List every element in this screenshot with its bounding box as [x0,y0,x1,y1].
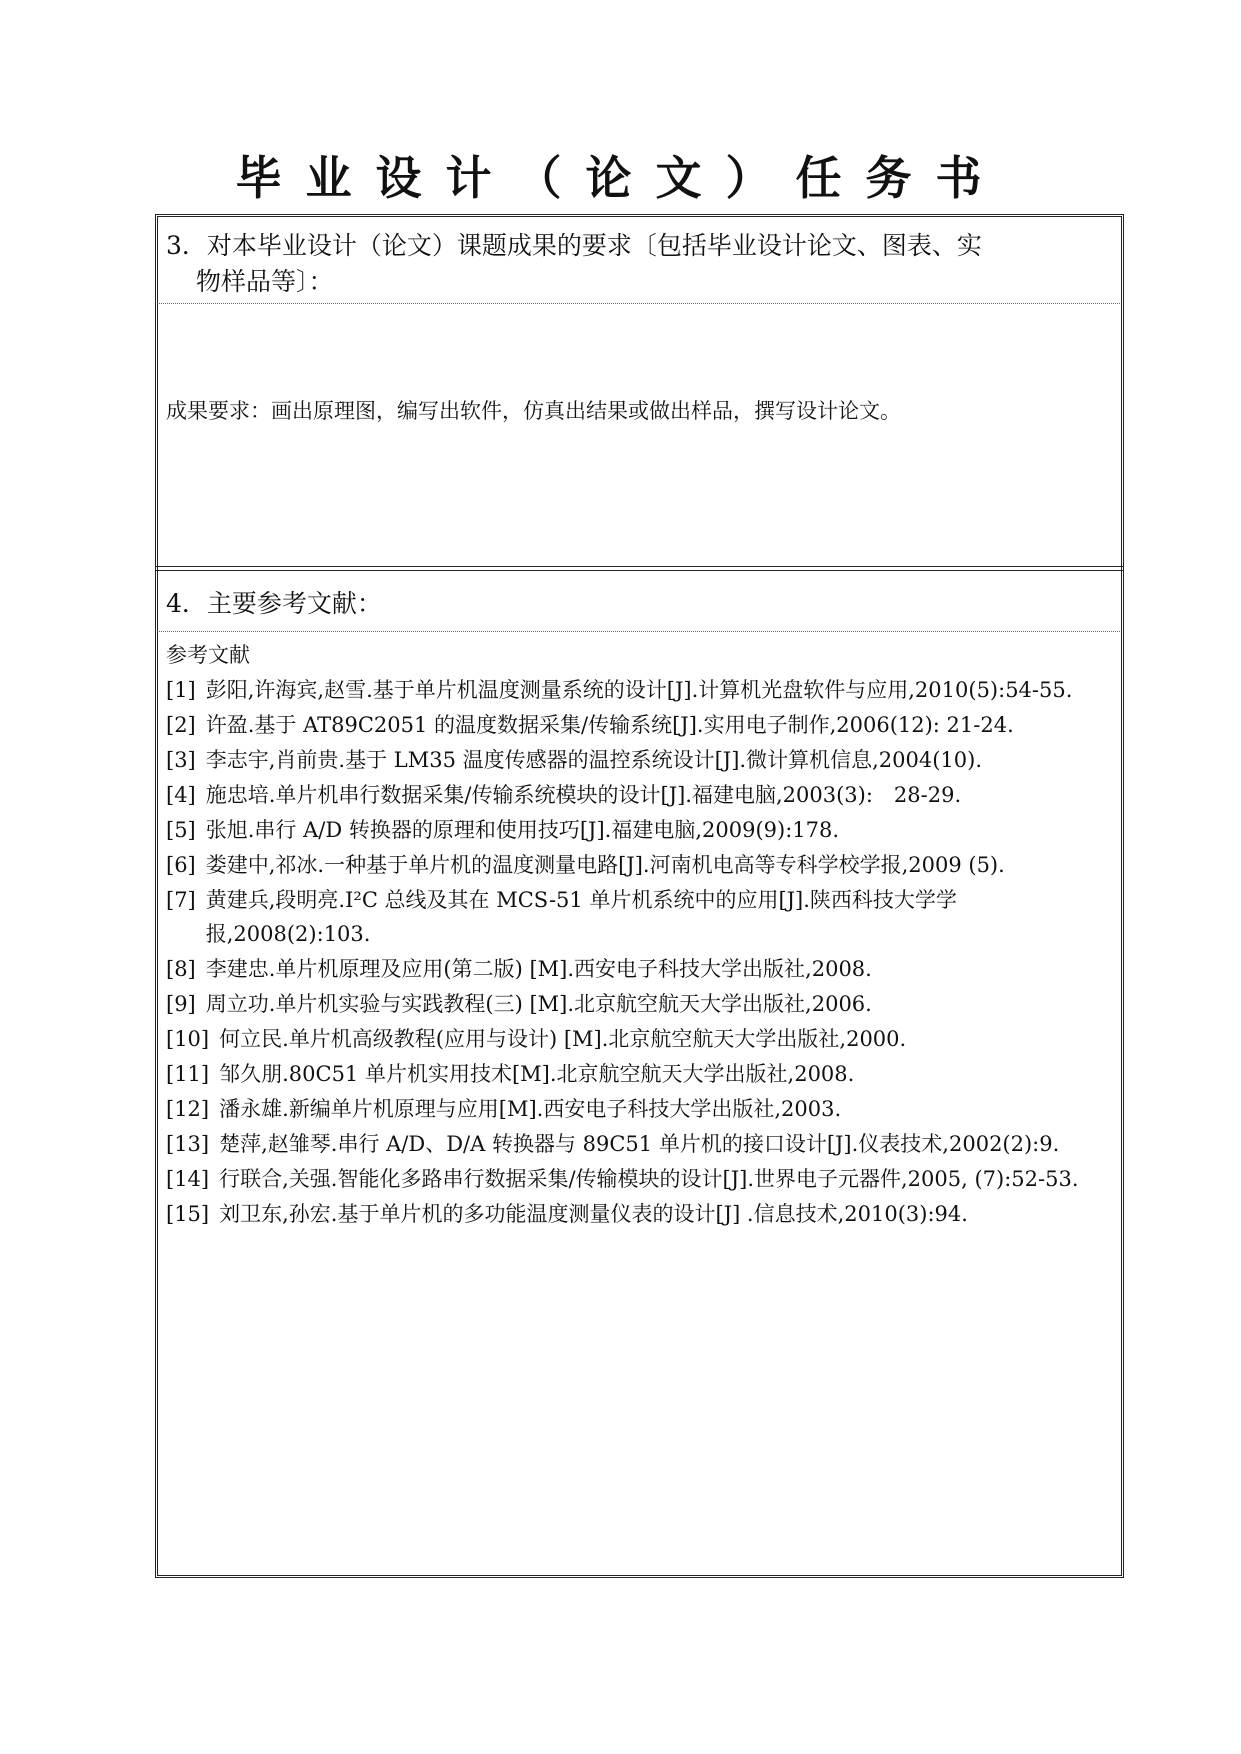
reference-number: [10] [166,1027,210,1051]
reference-number: [6] [166,853,196,877]
reference-text: 潘永雄.新编单片机原理与应用[M].西安电子科技大学出版社,2003. [219,1097,842,1121]
reference-number: [7] [166,888,196,912]
section-3-heading-line2: 物样品等〕： [196,267,334,296]
reference-item [166,987,1121,1021]
reference-number: [14] [166,1167,210,1191]
reference-number: [4] [166,783,196,807]
section-divider [155,566,1124,571]
reference-item [166,1127,1121,1161]
reference-text: 李志宇,肖前贵.基于 LM35 温度传感器的温控系统设计[J].微计算机信息,2004(10). [205,748,982,772]
reference-item [166,708,1121,742]
reference-text: 邹久朋.80C51 单片机实用技术[M].北京航空航天大学出版社,2008. [219,1062,855,1086]
reference-number: [1] [166,678,196,702]
reference-number: [15] [166,1202,210,1226]
reference-item [166,1022,1121,1056]
reference-text: 彭阳,许海宾,赵雪.基于单片机温度测量系统的设计[J].计算机光盘软件与应用,2010(5):54-55. [205,678,1073,702]
reference-item [166,1162,1121,1196]
reference-number: [5] [166,818,196,842]
reference-text: 刘卫东,孙宏.基于单片机的多功能温度测量仪表的设计[J] .信息技术,2010(3):94. [219,1202,968,1226]
section-4-heading: 4．主要参考文献： [166,589,382,618]
reference-text: 楚萍,赵雏琴.串行 A/D、D/A 转换器与 89C51 单片机的接口设计[J].仪表技术,2002(2):9. [219,1132,1060,1156]
reference-number: [13] [166,1132,210,1156]
reference-item [166,673,1121,707]
dotted-separator [159,631,1120,632]
section-3-heading [166,228,1116,300]
reference-text: 施忠培.单片机串行数据采集/传输系统模块的设计[J].福建电脑,2003(3): 28-29. [205,783,962,807]
reference-text: 何立民.单片机高级教程(应用与设计) [M].北京航空航天大学出版社,2000. [219,1027,907,1051]
section-3-heading-line1: 3．对本毕业设计（论文）课题成果的要求〔包括毕业设计论文、图表、实 [166,231,982,260]
reference-item [166,743,1121,777]
reference-item [166,883,1121,951]
reference-number: [11] [166,1062,210,1086]
reference-item [166,1197,1121,1231]
reference-text: 许盈.基于 AT89C2051 的温度数据采集/传输系统[J].实用电子制作,2006(12): 21-24. [205,713,1014,737]
reference-item [166,1057,1121,1091]
reference-item [166,778,1121,812]
dotted-separator [159,303,1120,304]
reference-text: 行联合,关强.智能化多路串行数据采集/传输模块的设计[J].世界电子元器件,2005, (7):52-53. [219,1167,1079,1191]
result-requirement: 成果要求：画出原理图，编写出软件，仿真出结果或做出样品，撰写设计论文。 [166,399,901,423]
reference-item [166,813,1121,847]
reference-text: 黄建兵,段明亮.I²C 总线及其在 MCS-51 单片机系统中的应用[J].陕西科技大学学报,2008(2):103. [205,888,957,946]
document-title: 毕业设计（论文）任务书 [235,151,1006,205]
reference-text: 张旭.串行 A/D 转换器的原理和使用技巧[J].福建电脑,2009(9):178. [205,818,840,842]
reference-item [166,848,1121,882]
reference-text: 娄建中,祁冰.一种基于单片机的温度测量电路[J].河南机电高等专科学校学报,2009 (5). [205,853,1005,877]
reference-item [166,1092,1121,1126]
reference-text: 周立功.单片机实验与实践教程(三) [M].北京航空航天大学出版社,2006. [205,992,872,1016]
reference-number: [3] [166,748,196,772]
reference-label: 参考文献 [166,643,250,667]
reference-text: 李建忠.单片机原理及应用(第二版) [M].西安电子科技大学出版社,2008. [205,957,872,981]
reference-number: [9] [166,992,196,1016]
reference-number: [12] [166,1097,210,1121]
reference-list [166,638,1121,1231]
reference-item [166,952,1121,986]
reference-number: [2] [166,713,196,737]
reference-number: [8] [166,957,196,981]
